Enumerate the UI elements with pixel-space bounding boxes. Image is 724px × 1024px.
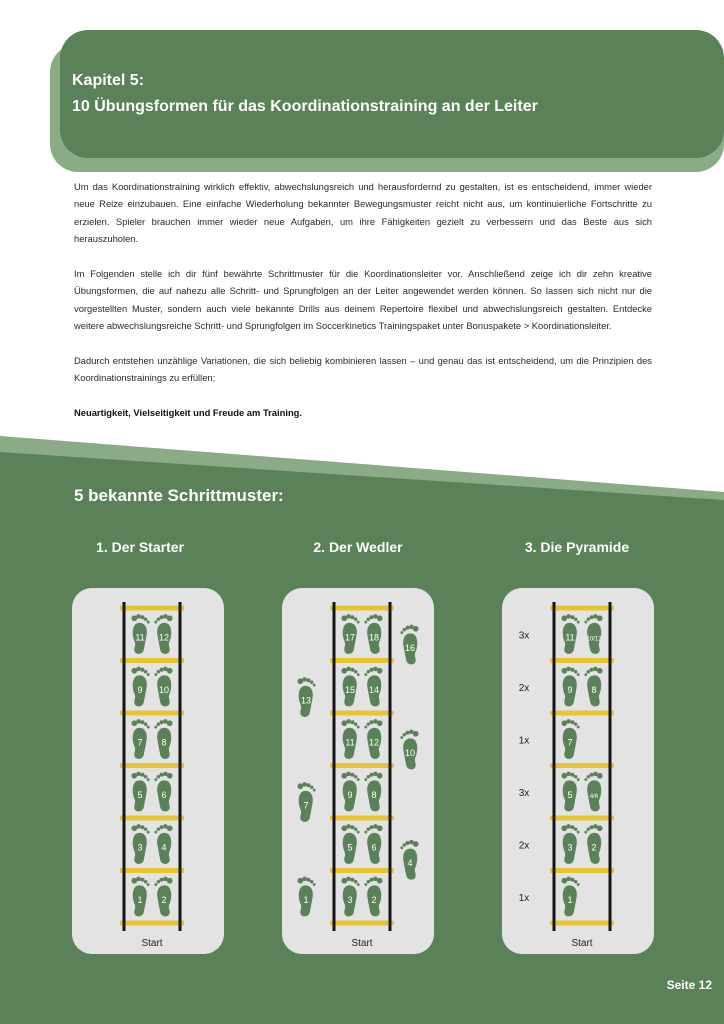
foot-number: 16 — [404, 642, 416, 653]
foot-number: 18 — [368, 632, 380, 643]
chapter-title: 10 Übungsformen für das Koordinationstraining an der Leiter — [72, 98, 538, 115]
foot-number: 1 — [303, 894, 309, 905]
foot-number: 3 — [347, 894, 353, 905]
section-title: 5 bekannte Schrittmuster: — [74, 486, 284, 505]
repetition-label: 3x — [518, 787, 530, 799]
foot-number: 5 — [567, 789, 573, 800]
pattern-title-starter: 1. Der Starter — [96, 539, 184, 555]
foot-number: 5 — [347, 842, 353, 853]
foot-number: 4 — [407, 858, 413, 868]
foot-number: 4/6 — [589, 793, 599, 800]
emphasis-text: Neuartigkeit, Vielseitigkeit und Freude am Training. — [74, 407, 303, 419]
foot-number: 10/12 — [586, 636, 602, 643]
pattern-title-wedler: 2. Der Wedler — [313, 539, 403, 555]
foot-number: 10 — [158, 684, 170, 695]
ladder-rung — [120, 816, 184, 821]
foot-number: 8 — [371, 789, 377, 800]
ladder-rung — [120, 711, 184, 716]
ladder-rung — [550, 921, 614, 926]
foot-number: 15 — [344, 684, 356, 695]
repetition-label: 1x — [518, 735, 530, 747]
ladder-rail — [389, 602, 392, 931]
foot-number: 3 — [567, 842, 573, 853]
foot-number: 7 — [137, 737, 143, 748]
foot-number: 2 — [371, 894, 377, 905]
intro-text — [74, 178, 652, 439]
foot-number: 2 — [161, 894, 167, 905]
foot-number: 7 — [303, 800, 309, 811]
ladder-rung — [120, 763, 184, 768]
ladder-rung — [120, 658, 184, 663]
repetition-label: 3x — [518, 630, 530, 642]
repetition-label: 2x — [518, 840, 530, 852]
foot-number: 11 — [565, 632, 575, 643]
paragraph-2: Im Folgenden stelle ich dir fünf bewährte Schrittmuster für die Koordinationsleiter vor. Anschließend zeige ich dir zehn kreative Übungsformen, die auf nahezu alle Schritt- und Sprungfolgen an der Leiter angewendet werden können. So lassen sich nicht nur die vorgestellten Muster, sondern auch viele bekannte Drills aus deinem Repertoire flexibel und abwechslungsreich gestalten. Entdecke weitere abwechslungsreiche Schritt- und Sprungfolgen im Soccerkinetics Trainingspaket unter Bonuspakete > Koordinationsleiter. — [74, 268, 652, 332]
ladder-rail — [553, 602, 556, 931]
ladder-rung — [550, 658, 614, 663]
ladder-rail — [609, 602, 612, 931]
foot-number: 4 — [161, 842, 167, 853]
ladder-rung — [330, 658, 394, 663]
panel-background — [72, 588, 224, 954]
foot-number: 9 — [347, 789, 353, 800]
page-number: Seite 12 — [666, 978, 712, 992]
ladder-rung — [330, 763, 394, 768]
foot-number: 8 — [161, 737, 167, 748]
ladder-rung — [550, 711, 614, 716]
pattern-title-pyramide: 3. Die Pyramide — [524, 539, 630, 555]
ladder-rung — [550, 868, 614, 873]
repetition-label: 2x — [518, 682, 530, 694]
foot-number: 6 — [371, 842, 377, 853]
paragraph-1: Um das Koordinationstraining wirklich effektiv, abwechslungsreich und herausfordernd zu gestalten, ist es entscheidend, immer wieder neue Reize einzubauen. Eine einfache Wiederholung bekannter Bewegungsmuster reicht nicht aus, um kontinuierliche Fortschritte zu erzielen. Spieler brauchen immer wieder neue Aufgaben, um ihre Fähigkeiten gezielt zu verbessern und das Beste aus sich herauszuholen. — [74, 181, 652, 245]
foot-number: 3 — [137, 842, 143, 853]
ladder-panel-wedler — [282, 588, 434, 954]
ladder-rung — [550, 606, 614, 611]
foot-number: 2 — [591, 842, 597, 853]
chapter-label: Kapitel 5: — [72, 72, 145, 89]
ladder-rung — [330, 868, 394, 873]
foot-number: 8 — [591, 684, 597, 695]
ladder-rung — [120, 921, 184, 926]
foot-number: 9 — [137, 684, 143, 695]
ladder-rung — [120, 606, 184, 611]
ladder-panel-starter — [72, 588, 224, 954]
ladder-rail — [179, 602, 182, 931]
ladder-rung — [330, 921, 394, 926]
foot-number: 17 — [344, 632, 356, 643]
foot-number: 11 — [345, 737, 355, 748]
ladder-rung — [330, 711, 394, 716]
ladder-rung — [550, 763, 614, 768]
ladder-rung — [330, 606, 394, 611]
chapter-header — [72, 70, 712, 122]
repetition-label: 1x — [518, 892, 530, 904]
foot-number: 12 — [368, 737, 380, 748]
ladder-rail — [333, 602, 336, 931]
foot-number: 6 — [161, 789, 167, 800]
foot-number: 11 — [135, 632, 145, 643]
foot-number: 5 — [137, 789, 143, 800]
paragraph-3: Dadurch entstehen unzählige Variationen, die sich beliebig kombinieren lassen – und genau das ist entscheidend, um die Prinzipien des Koordinationstrainings zu erfüllen: — [74, 355, 652, 384]
start-label: Start — [571, 938, 593, 949]
foot-number: 9 — [567, 684, 573, 695]
ladder-rail — [123, 602, 126, 931]
foot-number: 1 — [137, 894, 143, 905]
foot-number: 12 — [158, 632, 170, 643]
ladder-panel-pyramide — [502, 588, 654, 954]
foot-number: 1 — [567, 894, 573, 905]
foot-number: 14 — [368, 684, 380, 695]
ladder-rung — [550, 816, 614, 821]
start-label: Start — [351, 938, 373, 949]
ladder-rung — [330, 816, 394, 821]
foot-number: 13 — [300, 695, 312, 706]
ladder-rung — [120, 868, 184, 873]
foot-number: 7 — [567, 737, 573, 748]
start-label: Start — [141, 938, 163, 949]
foot-number: 10 — [404, 747, 416, 758]
